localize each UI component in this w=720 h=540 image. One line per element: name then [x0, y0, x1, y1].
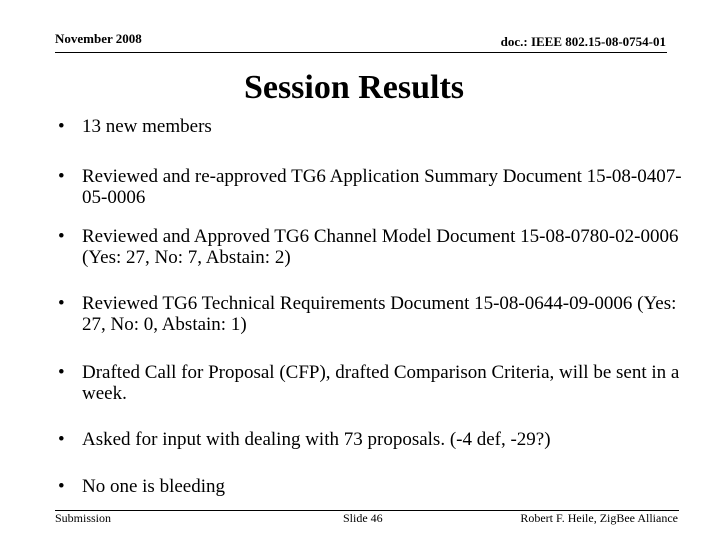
slide-title: Session Results — [243, 69, 465, 106]
bullet-item — [55, 116, 685, 137]
bullet-icon: • — [58, 116, 65, 137]
footer-slide-number: Slide 46 — [343, 511, 383, 525]
bullet-icon: • — [58, 362, 65, 383]
bullet-icon: • — [58, 226, 65, 247]
bullet-item — [55, 362, 685, 404]
bullet-item — [55, 166, 685, 208]
bullet-text: Reviewed and re-approved TG6 Application Summary Document 15-08-0407-05-0006 — [82, 166, 682, 208]
bullet-item — [55, 293, 685, 335]
bullet-text: Drafted Call for Proposal (CFP), drafted Comparison Criteria, will be sent in a week. — [82, 362, 680, 404]
header-divider — [55, 52, 667, 53]
bullet-text: Asked for input with dealing with 73 proposals. (-4 def, -29?) — [82, 429, 551, 450]
bullet-text: Reviewed and Approved TG6 Channel Model Document 15-08-0780-02-0006 (Yes: 27, No: 7, Abstain: 2) — [82, 226, 679, 268]
bullet-icon: • — [58, 166, 65, 187]
bullet-icon: • — [58, 429, 65, 450]
bullet-item — [55, 476, 685, 497]
footer-author: Robert F. Heile, ZigBee Alliance — [520, 511, 678, 525]
header-date: November 2008 — [55, 31, 142, 46]
bullet-item — [55, 429, 685, 450]
bullet-icon: • — [58, 293, 65, 314]
bullet-icon: • — [58, 476, 65, 497]
bullet-text: No one is bleeding — [82, 476, 226, 497]
bullet-text: Reviewed TG6 Technical Requirements Document 15-08-0644-09-0006 (Yes: 27, No: 0, Abstain: 1) — [82, 293, 677, 335]
header-doc-id: doc.: IEEE 802.15-08-0754-01 — [500, 34, 666, 49]
bullet-item — [55, 226, 685, 268]
bullet-text: 13 new members — [82, 116, 212, 137]
footer-submission: Submission — [55, 511, 112, 525]
